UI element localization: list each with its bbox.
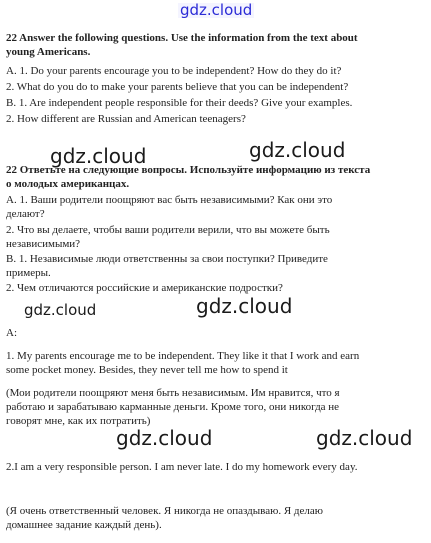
watermark-2: gdz.cloud	[249, 138, 346, 162]
answers-section-label: A:	[6, 327, 17, 339]
russian-task-heading-line-1: 22 Ответьте на следующие вопросы. Используйте информацию из текста	[6, 164, 371, 176]
english-question-b1: B. 1. Are independent people responsible for their deeds? Give your examples.	[6, 97, 353, 109]
answer-1-russian-line-3: говорят мне, как их потратить)	[6, 415, 151, 427]
watermark-1: gdz.cloud	[50, 144, 147, 168]
watermark-3: gdz.cloud	[24, 301, 97, 319]
answer-1-english-line-1: 1. My parents encourage me to be independent. They like it that I work and earn	[6, 350, 360, 362]
answer-2-russian-line-2: домашнее задание каждый день).	[6, 519, 162, 531]
russian-question-b1-line-1: В. 1. Независимые люди ответственны за свои поступки? Приведите	[6, 253, 328, 265]
russian-question-b1-line-2: примеры.	[6, 267, 51, 279]
russian-question-a1-line-2: делают?	[6, 208, 45, 220]
watermark-6: gdz.cloud	[316, 426, 413, 450]
english-question-a1: A. 1. Do your parents encourage you to be independent? How do they do it?	[6, 65, 342, 77]
russian-question-a2-line-2: независимыми?	[6, 238, 81, 250]
russian-question-a1-line-1: А. 1. Ваши родители поощряют вас быть независимыми? Как они это	[6, 194, 333, 206]
watermark-4: gdz.cloud	[196, 294, 293, 318]
answer-1-russian-line-1: (Мои родители поощряют меня быть независимым. Им нравится, что я	[6, 387, 340, 399]
watermark-top: gdz.cloud	[180, 1, 253, 19]
watermark-5: gdz.cloud	[116, 426, 213, 450]
answer-1-russian-line-2: работаю и зарабатываю карманные деньги. Кроме того, они никогда не	[6, 401, 340, 413]
english-task-heading-line-1: 22 Answer the following questions. Use the information from the text about	[6, 32, 358, 44]
answer-2-russian-line-1: (Я очень ответственный человек. Я никогда не опаздываю. Я делаю	[6, 505, 323, 517]
english-question-a2: 2. What do you do to make your parents believe that you can be independent?	[6, 81, 349, 93]
russian-question-b2: 2. Чем отличаются российские и американские подростки?	[6, 282, 283, 294]
answer-2-english: 2.I am a very responsible person. I am never late. I do my homework every day.	[6, 461, 358, 473]
english-task-heading-line-2: young Americans.	[6, 46, 91, 58]
russian-task-heading-line-2: о молодых американцах.	[6, 178, 130, 190]
answer-1-english-line-2: some pocket money. Besides, they never tell me how to spend it	[6, 364, 288, 376]
russian-question-a2-line-1: 2. Что вы делаете, чтобы ваши родители верили, что вы можете быть	[6, 224, 330, 236]
english-question-b2: 2. How different are Russian and American teenagers?	[6, 113, 246, 125]
